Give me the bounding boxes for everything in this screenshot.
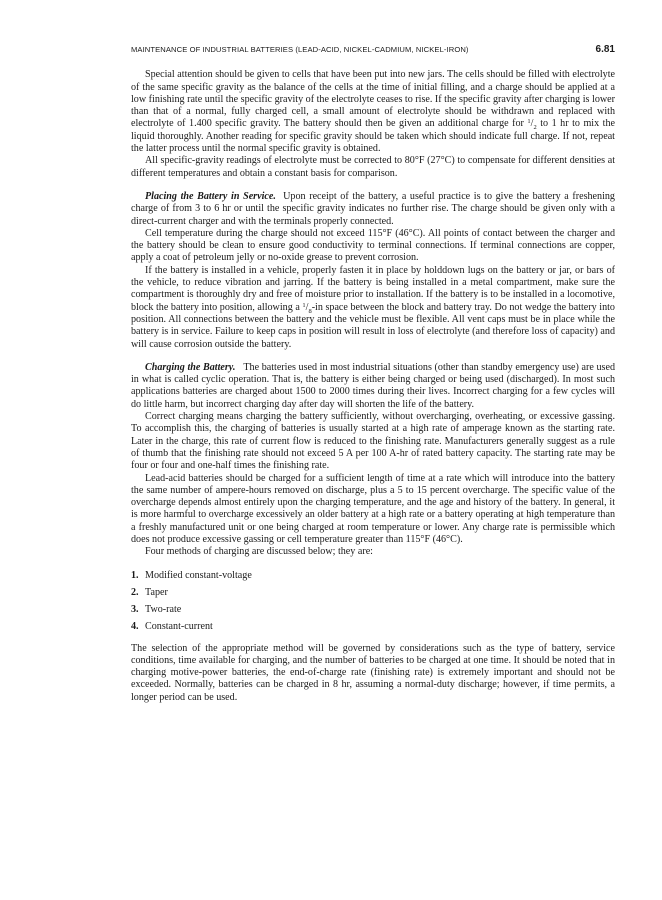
section-heading-placing: Placing the Battery in Service. bbox=[145, 190, 276, 202]
fraction-numerator: 1 bbox=[527, 118, 531, 126]
list-item: 1. Modified constant-voltage bbox=[131, 569, 252, 581]
page-number: 6.81 bbox=[595, 44, 615, 55]
paragraph-charging-2: Correct charging means charging the battery sufficiently, without overcharging, overheating, or excessive gassing. To accomplish this, the charging of batteries is usually started at a high rate of amperage known as the starting rate. Later in the charge, this rate of current flow is reduced to the finishing rate. Manufacturers generally suggest as a rule of thumb that the finishing rate should not exceed 5 A per 100 A-hr of rated battery capacity. The starting rate may be four or four and one-half times the finishing rate. bbox=[131, 411, 615, 472]
paragraph-placing-1: Placing the Battery in Service. Upon receipt of the battery, a useful practice is to give the battery a freshening charge of from 3 to 6 hr or until the specific gravity indicates no further rise. The charge should be given only with a direct-current charger and with the terminals properly connected. bbox=[131, 190, 615, 227]
paragraph-placing-2: Cell temperature during the charge should not exceed 115°F (46°C). All points of contact between the charger and the battery should be clean to ensure good conductivity to terminal connections. If terminal connections are copper, apply a coat of petroleum jelly or no-oxide grease to prevent corrosion. bbox=[131, 227, 615, 264]
paragraph-closing: The selection of the appropriate method will be governed by considerations such as the type of battery, service conditions, time available for charging, and the number of batteries to be charged at one time. It should be noted that in charging motive-power batteries, the end-of-charge rate (finishing rate) is extremely important and should not be exceeded. Normally, batteries can be charged in 8 hr, assuming a normal-duty discharge; however, if time permits, a longer period can be used. bbox=[131, 642, 615, 703]
paragraph-charging-3: Lead-acid batteries should be charged for a sufficient length of time at a rate which will introduce into the battery the same number of ampere-hours removed on discharge, plus a 5 to 15 percent overcharge. The specific value of the overcharge depends almost entirely upon the charging temperature, and the age and history of the battery. In general, it is more harmful to overcharge excessively an older battery at a high rate or a battery operating at high temperature than a freshly manufactured unit or one being charged at room temperature or lower. Any charge rate is permissible which does not produce excessive gassing or cell temperature greater than 115°F (46°C). bbox=[131, 472, 615, 545]
paragraph-charging-4: Four methods of charging are discussed below; they are: bbox=[145, 546, 373, 558]
paragraph-corrections: All specific-gravity readings of electrolyte must be corrected to 80°F (27°C) to compensate for different densities at different temperatures and obtain a constant basis for comparison. bbox=[131, 155, 615, 179]
section-heading-charging: Charging the Battery. bbox=[145, 361, 236, 373]
list-item: 4. Constant-current bbox=[131, 620, 213, 632]
paragraph-new-jars: Special attention should be given to cells that have been put into new jars. The cells should be filled with electrolyte of the same specific gravity as the balance of the cells at the time of initial filling, and a charge should be applied at a low finishing rate until the specific gravity of the electrolyte ceases to rise. If the specific gravity after charging is lower than that of a normal, fully charged cell, a small amount of electrolyte should be withdrawn and replaced with electrolyte of 1.400 specific gravity. The battery should then be given an additional charge for $^1/_2$ to 1 hr to mix the liquid thoroughly. Another reading for specific gravity should be taken which should indicate full charge. If not, repeat the latter process until the normal specific gravity is obtained. bbox=[131, 69, 615, 155]
document-page bbox=[131, 44, 615, 704]
list-item: 2. Taper bbox=[131, 586, 168, 598]
paragraph-placing-3: If the battery is installed in a vehicle, properly fasten it in place by holddown lugs on the battery or jar, or bars of the vehicle, to reduce vibration and jarring. If the battery is being installed in a metal compartment, make sure the compartment is thoroughly dry and free of moisture prior to installation. If the battery is to be installed in a locomotive, block the battery into position, allowing a $^1/_8-in$ space between the block and battery tray. Do not wedge the battery into position. All connections between the battery and the vehicle must be flexible. All vent caps must be in place while the battery is in service. Failure to keep caps in position will result in loss of electrolyte (and therefore loss of capacity) and will cause corrosion outside the battery. bbox=[131, 264, 615, 350]
running-title: MAINTENANCE OF INDUSTRIAL BATTERIES (LEAD-ACID, NICKEL-CADMIUM, NICKEL-IRON) bbox=[131, 45, 469, 54]
fraction-denominator: 2 bbox=[533, 124, 537, 132]
running-header bbox=[131, 44, 615, 56]
paragraph-charging-1: Charging the Battery. The batteries used in most industrial situations (other than standby emergency use) are used in what is called cyclic operation. That is, the battery is either being charged or being used (discharged). In most such applications batteries are charged about 1500 to 2000 times during their lives. Incorrect charging for a few cycles will do little harm, but incorrect charging day after day will shorten the life of the battery. bbox=[131, 361, 615, 410]
list-item: 3. Two-rate bbox=[131, 603, 182, 615]
charging-methods-list bbox=[131, 567, 615, 635]
